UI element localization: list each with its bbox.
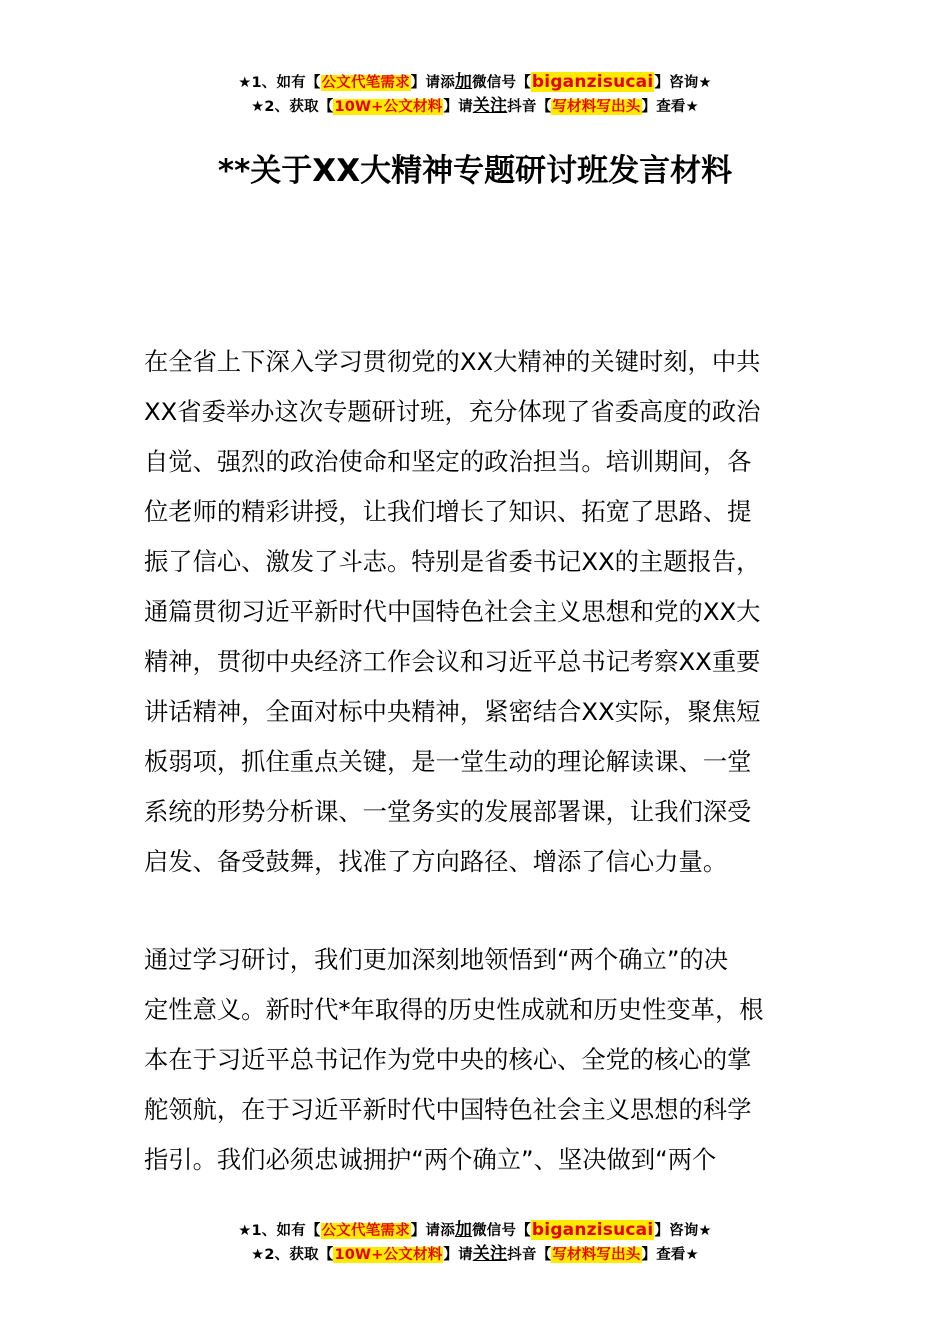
banner-line-1 — [0, 71, 950, 95]
banner-text: 】查看★ — [641, 99, 699, 115]
banner-highlight-materials: 10W+公文材料 — [334, 99, 443, 115]
banner-highlight-materials: 10W+公文材料 — [334, 1247, 443, 1263]
text-line: 振了信心、激发了斗志。特别是省委书记XX的主题报告， — [144, 547, 761, 576]
banner-text: 】咨询★ — [654, 1223, 712, 1239]
text-line: 精神，贯彻中央经济工作会议和习近平总书记考察XX重要 — [144, 647, 761, 676]
text-line: 通篇贯彻习近平新时代中国特色社会主义思想和党的XX大 — [144, 597, 761, 626]
banner-text: 】查看★ — [641, 1247, 699, 1263]
banner-emphasis: 关注 — [472, 1244, 508, 1264]
paragraph-2 — [144, 935, 810, 1185]
banner-text: 抖音【 — [507, 99, 552, 115]
text-line: 启发、备受鼓舞，找准了方向路径、增添了信心力量。 — [144, 847, 728, 876]
text-line: 本在于习近平总书记作为党中央的核心、全党的核心的掌 — [144, 1045, 752, 1074]
banner-text: 】请添 — [410, 1223, 455, 1239]
banner-emphasis: 关注 — [472, 96, 508, 116]
banner-text: ★1、如有【 — [238, 1223, 321, 1239]
text-line: 自觉、强烈的政治使命和坚定的政治担当。培训期间，各 — [144, 447, 752, 476]
banner-text: 微信号【 — [472, 1223, 531, 1239]
text-line: 讲话精神，全面对标中央精神，紧密结合XX实际，聚焦短 — [144, 697, 761, 726]
text-line: 定性意义。新时代*年取得的历史性成就和历史性变革，根 — [144, 995, 764, 1024]
banner-highlight-douyin-id: 写材料写出头 — [552, 99, 641, 115]
paragraph-1 — [144, 337, 810, 887]
banner-highlight-service: 公文代笔需求 — [321, 1223, 410, 1239]
document-title: **关于XX大精神专题研讨班发言材料 — [217, 153, 733, 189]
banner-text: 微信号【 — [472, 75, 531, 91]
banner-highlight-wechat-id: biganzisucai — [531, 72, 654, 92]
text-line: XX省委举办这次专题研讨班，充分体现了省委高度的政治 — [144, 397, 761, 426]
banner-emphasis: 加 — [454, 1220, 473, 1240]
banner-text: 】咨询★ — [654, 75, 712, 91]
banner-text: 】请 — [443, 99, 473, 115]
banner-text: 】请 — [443, 1247, 473, 1263]
banner-line-1 — [0, 1219, 950, 1243]
header-banner — [0, 71, 950, 119]
banner-line-2 — [0, 1243, 950, 1267]
banner-line-2 — [0, 95, 950, 119]
text-line: 位老师的精彩讲授，让我们增长了知识、拓宽了思路、提 — [144, 497, 752, 526]
text-line: 在全省上下深入学习贯彻党的XX大精神的关键时刻，中共 — [144, 347, 761, 376]
banner-emphasis: 加 — [454, 72, 473, 92]
banner-text: ★1、如有【 — [238, 75, 321, 91]
text-line: 舵领航，在于习近平新时代中国特色社会主义思想的科学 — [144, 1095, 752, 1124]
banner-text: ★2、获取【 — [251, 99, 334, 115]
banner-text: 】请添 — [410, 75, 455, 91]
banner-text: ★2、获取【 — [251, 1247, 334, 1263]
text-line: 通过学习研讨，我们更加深刻地领悟到“两个确立”的决 — [144, 945, 729, 974]
banner-highlight-douyin-id: 写材料写出头 — [552, 1247, 641, 1263]
text-line: 系统的形势分析课、一堂务实的发展部署课，让我们深受 — [144, 797, 752, 826]
banner-text: 抖音【 — [507, 1247, 552, 1263]
banner-highlight-service: 公文代笔需求 — [321, 75, 410, 91]
text-line: 指引。我们必须忠诚拥护“两个确立”、坚决做到“两个 — [144, 1145, 717, 1174]
text-line: 板弱项，抓住重点关键，是一堂生动的理论解读课、一堂 — [144, 747, 752, 776]
banner-highlight-wechat-id: biganzisucai — [531, 1220, 654, 1240]
footer-banner — [0, 1219, 950, 1267]
